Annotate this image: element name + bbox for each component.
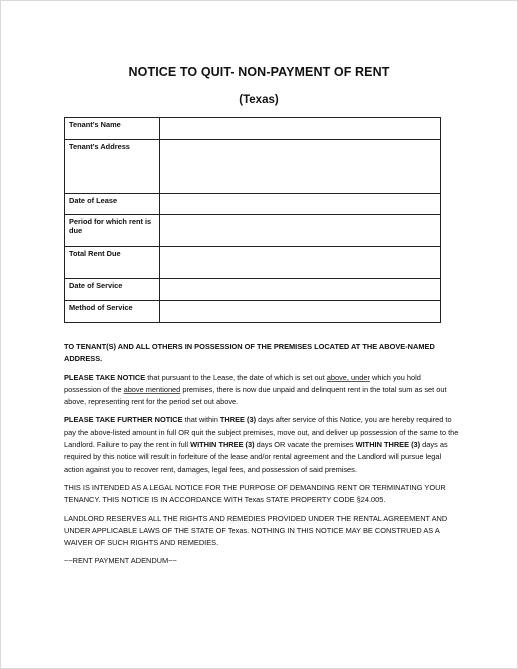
further-text-b: days after service of this Notice, you are hereby required to pay the above-listed amount in full OR quit the subject premises, move out, and deliver up possession of the same to the Landlord. Failure to pay the rent in full — [64, 415, 459, 450]
total-rent-due-label: Total Rent Due — [65, 247, 160, 279]
three-days-1: THREE (3) — [219, 415, 257, 425]
tenant-name-label: Tenant’s Name — [65, 118, 160, 140]
date-of-service-label: Date of Service — [65, 279, 160, 301]
further-notice-lead: PLEASE TAKE FURTHER NOTICE — [64, 415, 183, 425]
legal-notice-paragraph: THIS IS INTENDED AS A LEGAL NOTICE FOR THE PURPOSE OF DEMANDING RENT OR TERMINATING YOUR TENANCY. THIS NOTICE IS IN ACCORDANCE WITH Texas STATE PROPERTY CODE §24.005. — [64, 482, 446, 505]
notice-text-a: that pursuant to the Lease, the date of which is set out — [145, 372, 327, 382]
notice-body — [64, 341, 459, 574]
notice-lead: PLEASE TAKE NOTICE — [64, 372, 146, 382]
intro-paragraph: TO TENANT(S) AND ALL OTHERS IN POSSESSION OF THE PREMISES LOCATED AT THE ABOVE-NAMED ADDRESS. — [64, 342, 435, 364]
further-notice-paragraph — [64, 414, 459, 475]
further-text-c: days OR vacate the premises — [254, 440, 356, 450]
rent-period-label: Period for which rent is due — [65, 215, 160, 247]
spellcheck-underline-1: above, under — [326, 372, 370, 382]
table-row — [65, 247, 441, 279]
tenant-address-field[interactable] — [160, 140, 441, 194]
document-subtitle: (Texas) — [239, 94, 279, 106]
notice-text-b: which you hold possession of the — [64, 372, 421, 394]
notice-text-c: premises, there is now due unpaid and delinquent rent in the total sum as set out above, representing rent for the period set out above. — [64, 384, 447, 407]
tenant-info-table — [64, 117, 441, 323]
date-of-lease-label: Date of Lease — [65, 194, 160, 215]
tenant-name-field[interactable] — [160, 118, 441, 140]
table-row — [65, 118, 441, 140]
method-of-service-field[interactable] — [160, 301, 441, 323]
total-rent-due-field[interactable] — [160, 247, 441, 279]
addendum-line: ~~RENT PAYMENT ADENDUM~~ — [64, 556, 177, 566]
table-row — [65, 279, 441, 301]
three-days-3: WITHIN THREE (3) — [355, 440, 421, 450]
tenant-address-label: Tenant’s Address — [65, 140, 160, 194]
table-row — [65, 140, 441, 194]
table-row — [65, 194, 441, 215]
date-of-service-field[interactable] — [160, 279, 441, 301]
date-of-lease-field[interactable] — [160, 194, 441, 215]
spellcheck-underline-2: above mentioned — [123, 384, 181, 394]
table-row — [65, 215, 441, 247]
notice-paragraph — [64, 372, 459, 409]
table-row — [65, 301, 441, 323]
method-of-service-label: Method of Service — [65, 301, 160, 323]
further-text-d: days as required by this notice will result in forfeiture of the lease and/or rental agreement and the Landlord will pursue legal action against you to recover rent, damages, legal fees, and possession of said premises. — [64, 440, 448, 474]
further-text-a: that within — [182, 415, 220, 425]
three-days-2: WITHIN THREE (3) — [190, 440, 255, 450]
rent-period-field[interactable] — [160, 215, 441, 247]
document-title: NOTICE TO QUIT- NON-PAYMENT OF RENT — [128, 65, 390, 79]
rights-paragraph: LANDLORD RESERVES ALL THE RIGHTS AND REMEDIES PROVIDED UNDER THE RENTAL AGREEMENT AND UNDER APPLICABLE LAWS OF THE STATE OF Texas. NOTHING IN THIS NOTICE MAY BE CONSTRUED AS A WAIVER OF SUCH RIGHTS AND REMEDIES. — [64, 513, 448, 548]
